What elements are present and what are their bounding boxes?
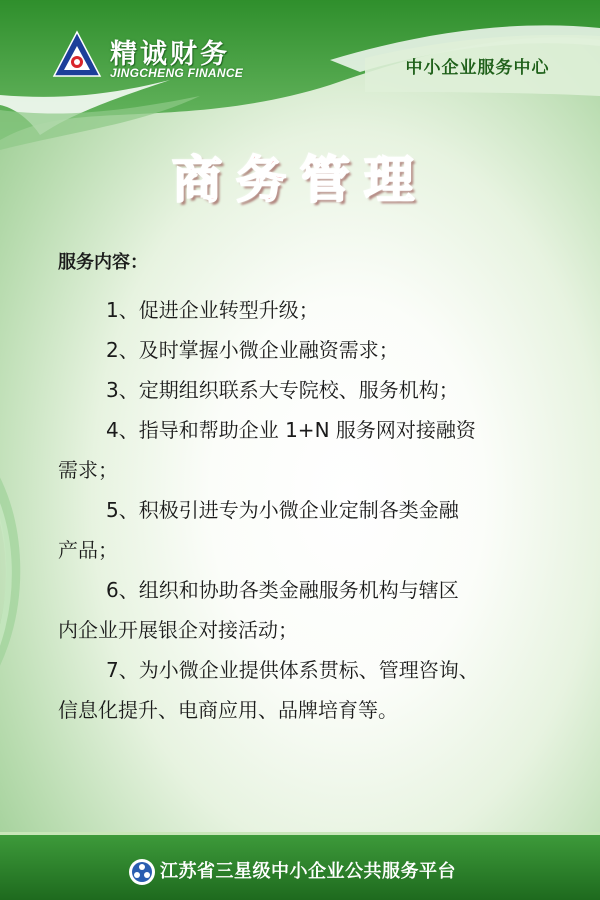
service-line: 5、积极引进专为小微企业定制各类金融: [106, 498, 459, 522]
service-line-continued: 需求；: [58, 458, 118, 482]
center-label: 中小企业服务中心: [405, 58, 550, 78]
service-line: 6、组织和协助各类金融服务机构与辖区: [106, 578, 459, 602]
service-line-continued: 产品；: [58, 538, 118, 562]
service-line-continued: 信息化提升、电商应用、品牌培育等。: [58, 698, 398, 722]
platform-emblem-icon: [128, 858, 156, 886]
logo-triangle-icon: [52, 30, 102, 78]
platform-name: 江苏省三星级中小企业公共服务平台: [160, 861, 456, 882]
service-heading: 服务内容：: [58, 252, 148, 273]
service-line-continued: 内企业开展银企对接活动；: [58, 618, 298, 642]
page-title: 商务管理: [172, 151, 428, 209]
left-swirl-decoration: [0, 420, 50, 720]
service-line: 2、及时掌握小微企业融资需求；: [106, 338, 399, 362]
service-line: 1、促进企业转型升级；: [106, 298, 319, 322]
service-line: 3、定期组织联系大专院校、服务机构；: [106, 378, 459, 402]
brand-logo: [52, 30, 262, 80]
service-line: 4、指导和帮助企业 1+N 服务网对接融资: [106, 418, 476, 442]
brand-name-cn: 精诚财务: [110, 39, 230, 70]
service-line: 7、为小微企业提供体系贯标、管理咨询、: [106, 658, 479, 682]
brand-name-en: JINGCHENG FINANCE: [110, 66, 244, 80]
service-content: [58, 248, 548, 730]
